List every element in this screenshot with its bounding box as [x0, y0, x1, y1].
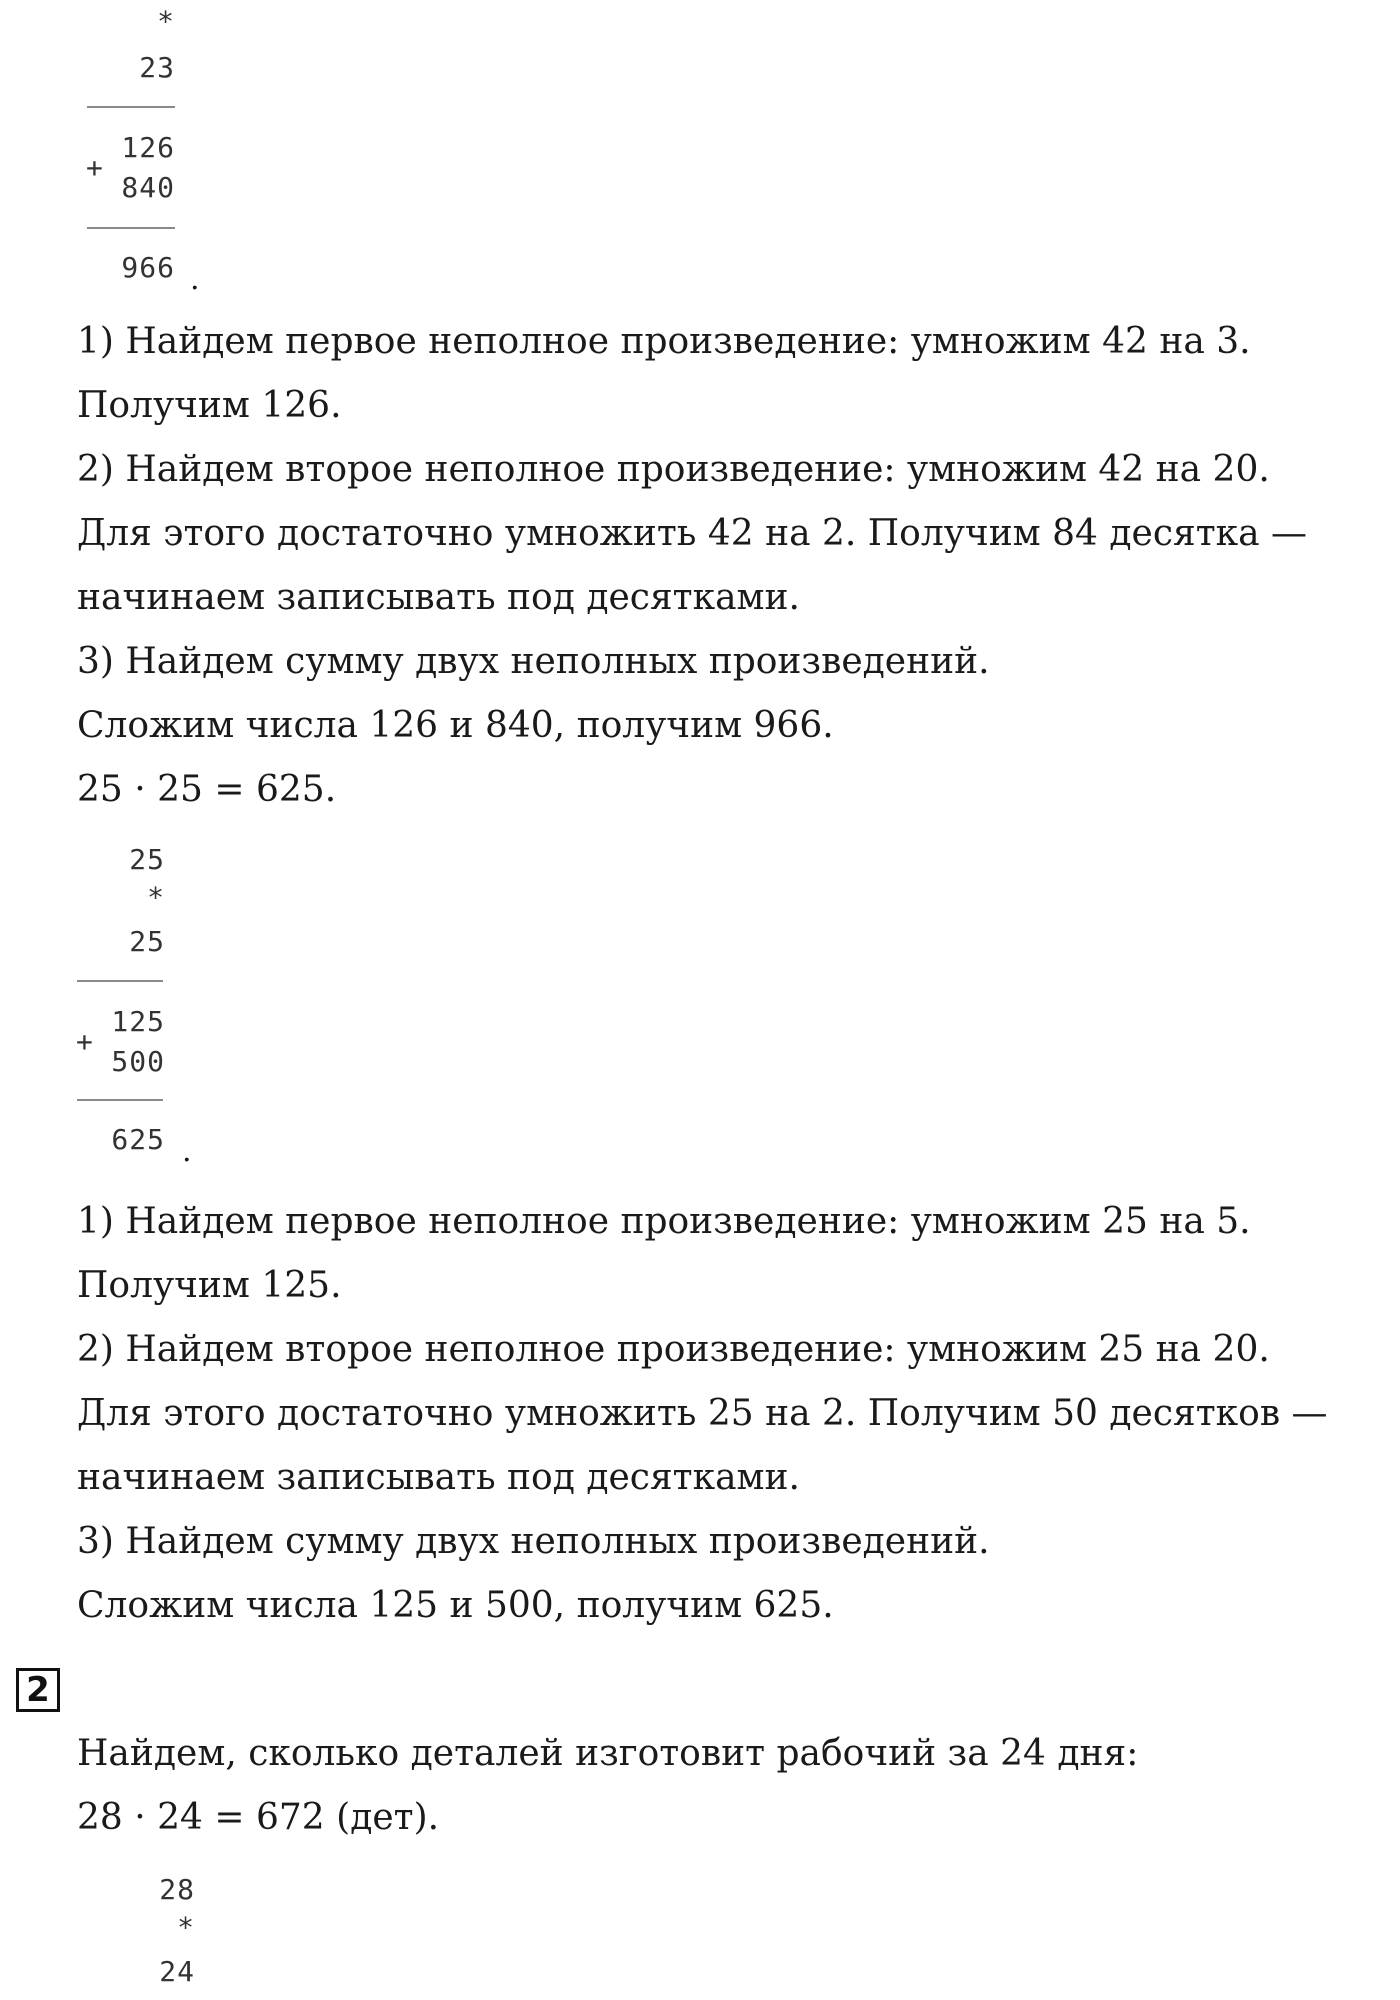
- multiplier: 23: [139, 51, 175, 84]
- explanation-line: 2) Найдем второе неполное произведение: умножим 42 на 20.: [77, 449, 1270, 490]
- explanation-line: 3) Найдем сумму двух неполных произведений.: [77, 1521, 990, 1562]
- explanation-line: начинаем записывать под десятками.: [77, 577, 800, 618]
- end-dot: .: [182, 1134, 192, 1169]
- sum-line: [87, 227, 175, 229]
- task-text-line: Найдем, сколько деталей изготовит рабочий за 24 дня:: [77, 1733, 1139, 1774]
- result: 966: [121, 251, 175, 284]
- explanation-line: 1) Найдем первое неполное произведение: умножим 25 на 5.: [77, 1201, 1251, 1242]
- multiplier: 25: [129, 925, 165, 958]
- explanation-line: Сложим числа 125 и 500, получим 625.: [77, 1585, 834, 1626]
- multiply-sign: *: [157, 5, 175, 38]
- task-number-badge: 2: [16, 1668, 60, 1712]
- equation-line: 25 · 25 = 625.: [77, 769, 337, 810]
- plus-sign: +: [76, 1025, 93, 1058]
- explanation-line: Получим 126.: [77, 385, 342, 426]
- partial-product-1: 125: [111, 1005, 165, 1038]
- multiply-sign: *: [177, 1911, 195, 1944]
- explanation-line: Получим 125.: [77, 1265, 342, 1306]
- partial-product-2: 500: [111, 1045, 165, 1078]
- multiplicand: 25: [129, 843, 165, 876]
- multiply-sign: *: [147, 881, 165, 914]
- explanation-line: 2) Найдем второе неполное произведение: умножим 25 на 20.: [77, 1329, 1270, 1370]
- explanation-line: Для этого достаточно умножить 42 на 2. Получим 84 десятка —: [77, 513, 1308, 554]
- explanation-line: Сложим числа 126 и 840, получим 966.: [77, 705, 834, 746]
- multiplicand: 28: [159, 1873, 195, 1906]
- explanation-line: начинаем записывать под десятками.: [77, 1457, 800, 1498]
- partial-product-2: 840: [121, 171, 175, 204]
- product-line: [77, 980, 163, 982]
- explanation-line: 1) Найдем первое неполное произведение: умножим 42 на 3.: [77, 321, 1251, 362]
- partial-product-1: 126: [121, 131, 175, 164]
- plus-sign: +: [86, 151, 103, 184]
- result: 625: [111, 1123, 165, 1156]
- explanation-line: 3) Найдем сумму двух неполных произведений.: [77, 641, 990, 682]
- equation-line: 28 · 24 = 672 (дет).: [77, 1797, 440, 1838]
- product-line: [87, 106, 175, 108]
- end-dot: .: [190, 262, 200, 297]
- multiplier: 24: [159, 1955, 195, 1988]
- explanation-line: Для этого достаточно умножить 25 на 2. Получим 50 десятков —: [77, 1393, 1328, 1434]
- sum-line: [77, 1099, 163, 1101]
